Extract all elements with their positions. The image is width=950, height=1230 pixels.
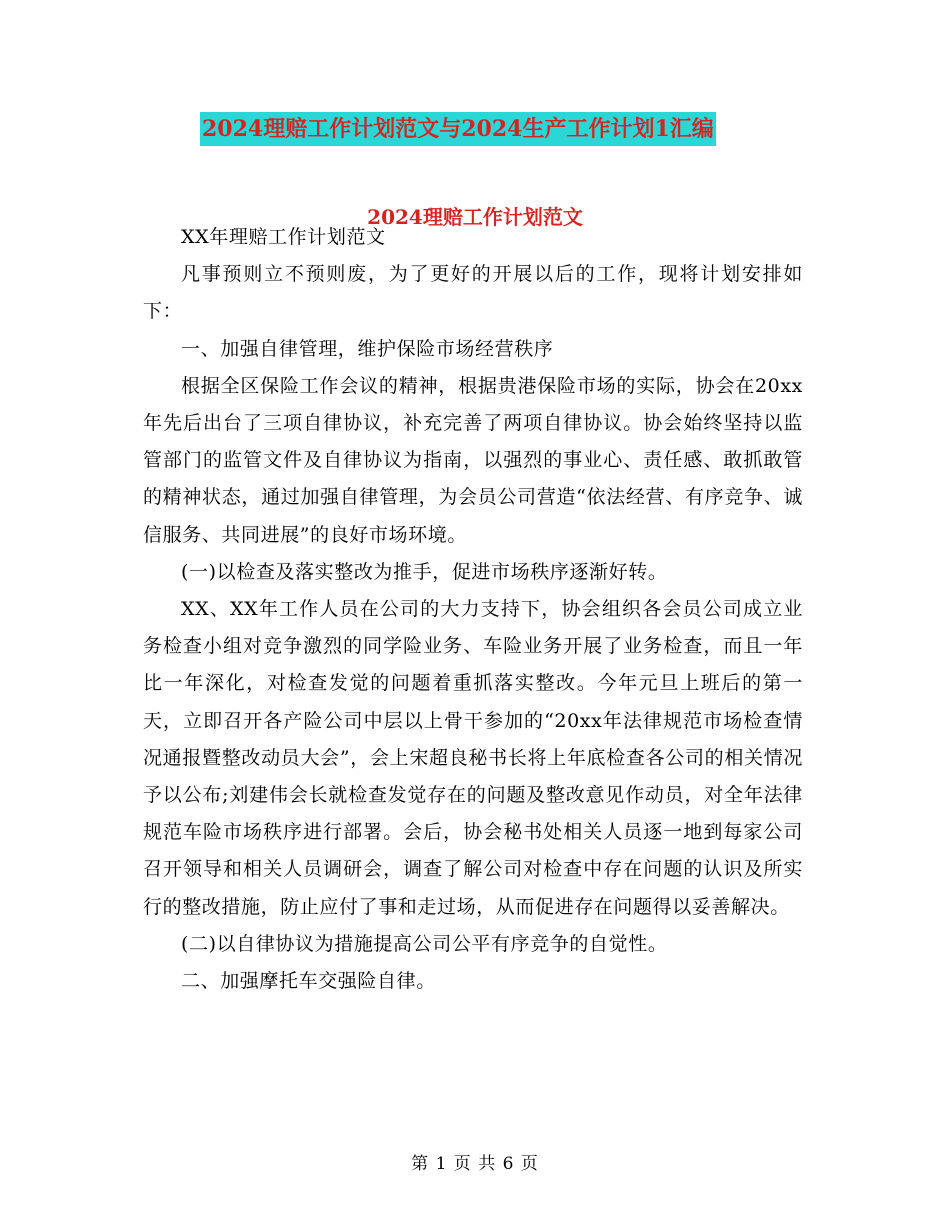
paragraph: 凡事预则立不预则废，为了更好的开展以后的工作，现将计划安排如下： [143,263,803,323]
paragraph: 根据全区保险工作会议的精神，根据贵港保险市场的实际，协会在20xx年先后出台了三项自律协议，补充完善了两项自律协议。协会始终坚持以监管部门的监管文件及自律协议为指南，以强烈的事业心、责任感、敢抓敢管的精神状态，通过加强自律管理，为会员公司营造“依法经营、有序竞争、诚信服务、共同进展”的良好市场环境。 [143,374,803,546]
section-title: 2024理赔工作计划范文 [367,205,583,229]
page-footer: 第 1 页 共 6 页 [411,1154,539,1174]
paragraph: XX、XX年工作人员在公司的大力支持下，协会组织各会员公司成立业务检查小组对竞争激烈的同学险业务、车险业务开展了业务检查，而且一年比一年深化，对检查发觉的问题着重抓落实整改。今年元旦上班后的第一天，立即召开各产险公司中层以上骨干参加的“20xx年法律规范市场检查情况通报暨整改动员大会”，会上宋超良秘书长将上年底检查各公司的相关情况予以公布;刘建伟会长就检查发觉存在的问题及整改意见作动员，对全年法律规范车险市场秩序进行部署。会后，协会秘书处相关人员逐一地到每家公司召开领导和相关人员调研会，调查了解公司对检查中存在问题的认识及所实行的整改措施，防止应付了事和走过场，从而促进存在问题得以妥善解决。 [143,598,803,918]
paragraph: (一)以检查及落实整改为推手，促进市场秩序逐渐好转。 [181,560,668,583]
paragraph: 一、加强自律管理，维护保险市场经营秩序 [181,337,554,360]
paragraph: 二、加强摩托车交强险自律。 [181,970,436,993]
document-body [143,219,803,1000]
paragraph: (二)以自律协议为措施提高公司公平有序竞争的自觉性。 [181,932,668,955]
document-title: 2024理赔工作计划范文与2024生产工作计划1汇编 [200,112,716,146]
paragraph: XX年理赔工作计划范文 [181,226,386,248]
document-title-wrap [200,112,716,146]
